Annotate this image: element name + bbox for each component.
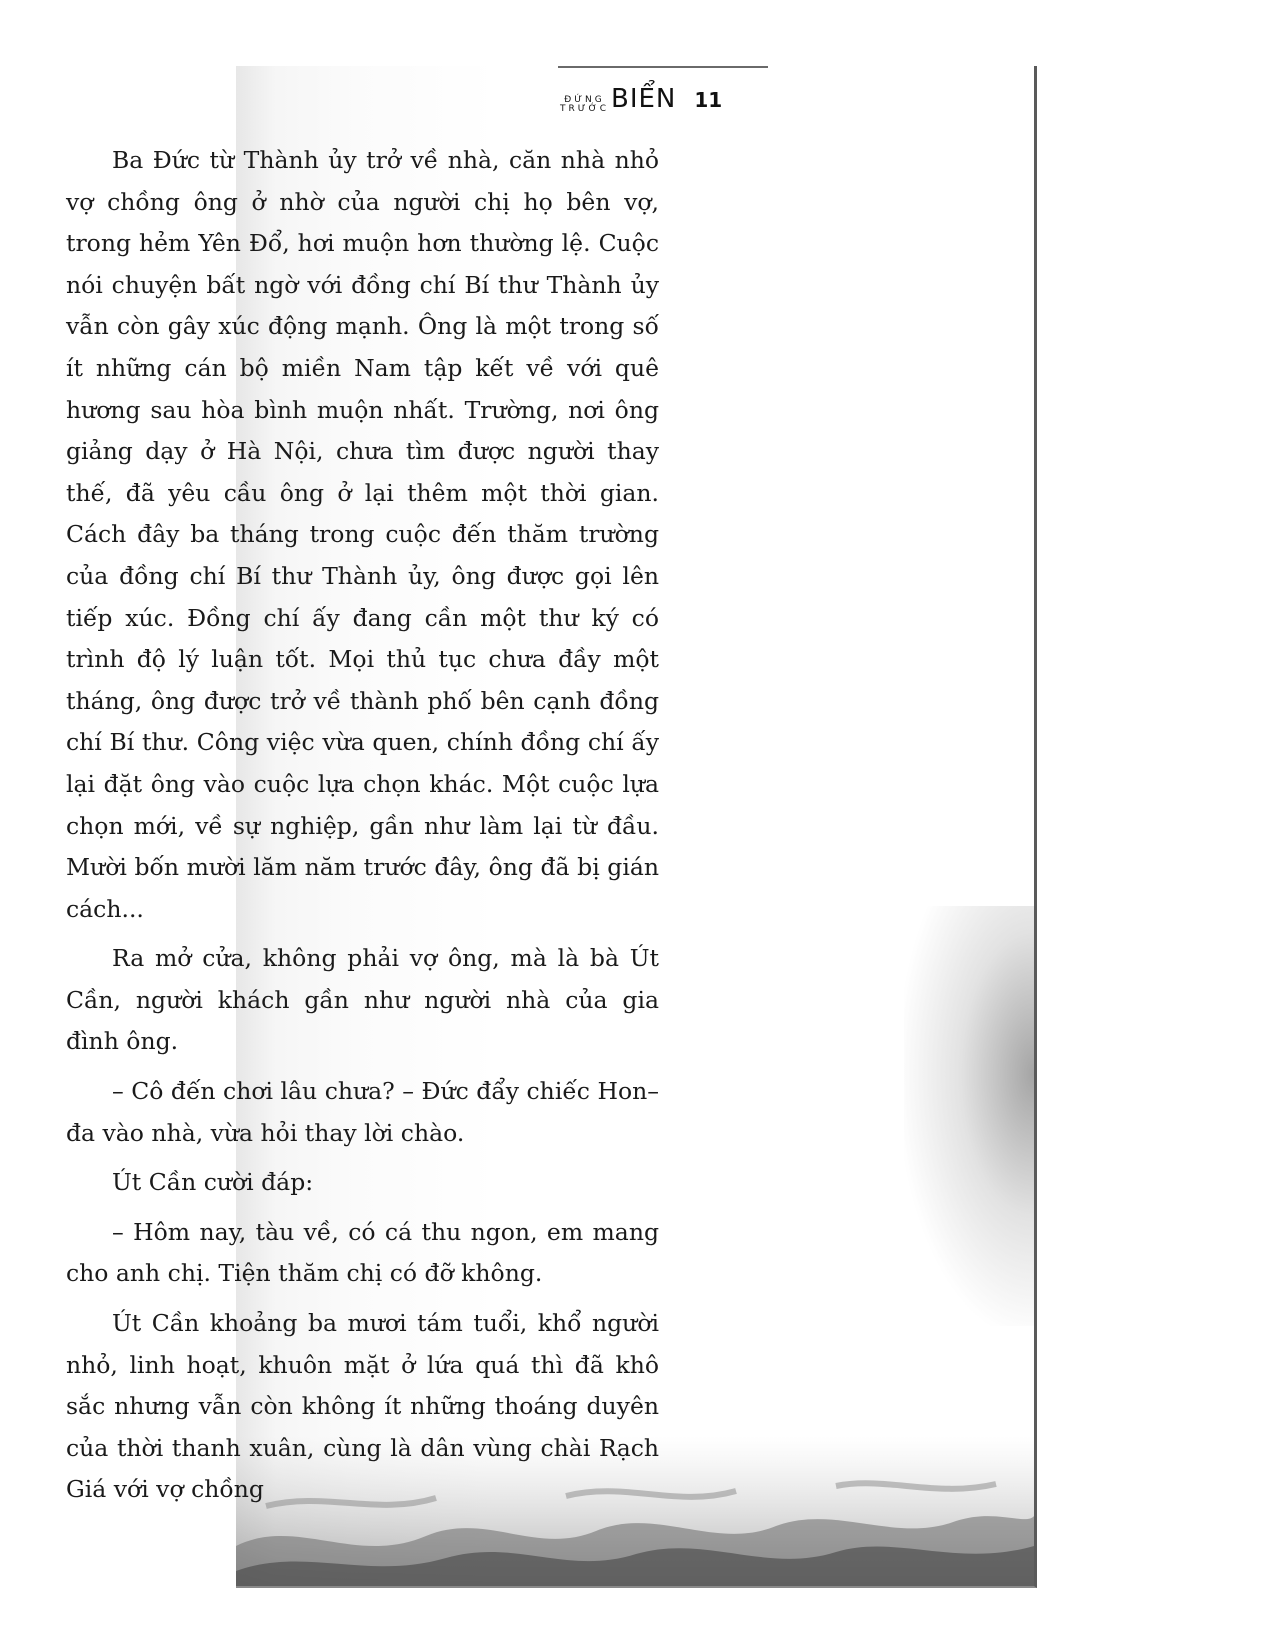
title-word-dung: ĐỨNG	[564, 95, 605, 105]
book-title-small	[560, 96, 609, 114]
paragraph: Út Cần cười đáp:	[112, 1168, 314, 1197]
paragraph: Ba Đức từ Thành ủy trở về nhà, căn nhà nhỏ vợ chồng ông ở nhờ của người chị họ bên vợ, trong hẻm Yên Đổ, hơi muộn hơn thường lệ. Cuộc nói chuyện bất ngờ với đồng chí Bí thư Thành ủy vẫn còn gây xúc động mạnh. Ông là một trong số ít những cán bộ miền Nam tập kết về với quê hương sau hòa bình muộn nhất. Trường, nơi ông giảng dạy ở Hà Nội, chưa tìm được người thay thế, đã yêu cầu ông ở lại thêm một thời gian. Cách đây ba tháng trong cuộc đến thăm trường của đồng chí Bí thư Thành ủy, ông được gọi lên tiếp xúc. Đồng chí ấy đang cần một thư ký có trình độ lý luận tốt. Mọi thủ tục chưa đầy một tháng, ông được trở về thành phố bên cạnh đồng chí Bí thư. Công việc vừa quen, chính đồng chí ấy lại đặt ông vào cuộc lựa chọn khác. Một cuộc lựa chọn mới, về sự nghiệp, gần như làm lại từ đầu. Mười bốn mười lăm năm trước đây, ông đã bị gián cách...	[66, 146, 659, 923]
background-shadow	[904, 906, 1034, 1326]
page-number: 11	[694, 88, 723, 112]
book-title-big: BIỂN	[610, 84, 677, 114]
title-word-truoc: TRƯỚC	[560, 104, 609, 114]
page-top-edge	[558, 66, 768, 68]
running-header	[560, 74, 722, 114]
paragraph: – Cô đến chơi lâu chưa? – Đức đẩy chiếc Hon–đa vào nhà, vừa hỏi thay lời chào.	[66, 1077, 659, 1147]
body-text	[66, 140, 659, 1519]
paragraph: Ra mở cửa, không phải vợ ông, mà là bà Út Cần, người khách gần như người nhà của gia đình ông.	[66, 944, 659, 1056]
paragraph: Út Cần khoảng ba mươi tám tuổi, khổ người nhỏ, linh hoạt, khuôn mặt ở lứa quá thì đã khô sắc nhưng vẫn còn không ít những thoáng duyên của thời thanh xuân, cùng là dân vùng chài Rạch Giá với vợ chồng	[66, 1309, 659, 1504]
paragraph: – Hôm nay, tàu về, có cá thu ngon, em mang cho anh chị. Tiện thăm chị có đỡ không.	[66, 1217, 659, 1288]
